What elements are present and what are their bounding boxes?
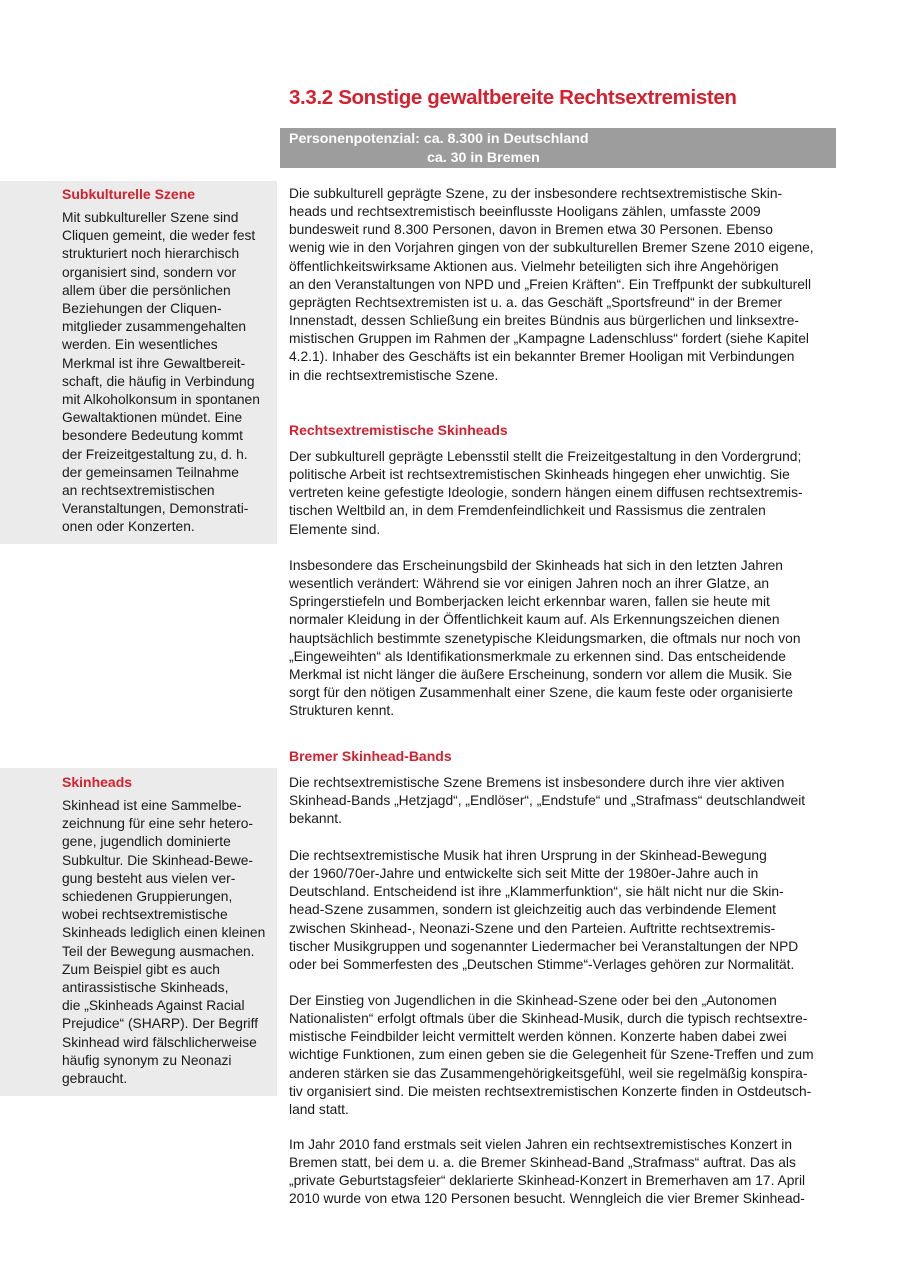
sidebar-text: Mit subkultureller Szene sind Cliquen gemeint, die weder fest strukturiert noch hierarchisch organisiert sind, sondern vor allem über die persönlichen Beziehungen der Cliquen- mitglieder zusammengehalten werden. Ein wesentliches Merkmal ist ihre Gewaltbereit- schaft, die häufig in Verbindung mit Alkoholkonsum in spontanen Gewaltaktionen mündet. Eine besondere Bedeutung kommt der Freizeitgestaltung zu, d. h. der gemeinsamen Teilnahme an rechtsextremistischen Veranstaltungen, Demonstrati- onen oder Konzerten. [62, 210, 260, 535]
skinheads-paragraph-2 [289, 557, 849, 720]
skinheads-paragraph-1 [289, 448, 849, 539]
potential-line-germany: Personenpotenzial: ca. 8.300 in Deutschland [289, 131, 589, 147]
section-skinheads [289, 421, 849, 439]
bands-paragraph-4 [289, 1136, 849, 1209]
subheading-skinheads: Rechtsextremistische Skinheads [289, 422, 508, 438]
bands-paragraph-1 [289, 774, 849, 828]
sidebar-heading: Subkulturelle Szene [62, 186, 196, 202]
sidebar-heading: Skinheads [62, 774, 133, 790]
potential-line-bremen: ca. 30 in Bremen [427, 150, 540, 166]
section-title: 3.3.2 Sonstige gewaltbereite Rechtsextremisten [289, 86, 737, 109]
sidebar-box-subkulturelle-szene [0, 181, 277, 544]
body-paragraph: Der Einstieg von Jugendlichen in die Skinhead-Szene oder bei den „Autonomen Nationalisten“ erfolgt oftmals über die Skinhead-Musik, durch die typisch rechtsextre- mistische Feindbilder leicht vermittelt werden können. Konzerte haben dabei zwei wichtige Funktionen, zum einen geben sie die Gelegenheit für Szene-Treffen und zum anderen stärken sie das Zusammengehörigkeitsgefühl, weil sie regelmäßig konspira- tiv organisiert sind. Die meisten rechtsextremistischen Konzerte finden in Ostdeutsch- land statt. [289, 993, 814, 1117]
person-potential-box [280, 128, 836, 168]
bands-paragraph-3 [289, 992, 849, 1119]
sidebar-box-skinheads [0, 768, 277, 1096]
bands-paragraph-2 [289, 847, 849, 974]
section-bremer-bands [289, 747, 849, 765]
body-paragraph: Die rechtsextremistische Musik hat ihren Ursprung in der Skinhead-Bewegung der 1960/70er-Jahre und entwickelte sich seit Mitte der 1980er-Jahre auch in Deutschland. Entscheidend ist ihre „Klammerfunktion“, sie hält nicht nur die Skin- head-Szene zusammen, sondern ist gleichzeitig auch das verbindende Element zwischen Skinhead-, Neonazi-Szene und den Parteien. Auftritte rechtsextremis- tischer Musikgruppen und sogenannter Liedermacher bei Veranstaltungen der NPD oder bei Sommerfesten des „Deutschen Stimme“-Verlages gehören zur Normalität. [289, 848, 799, 972]
body-paragraph: Insbesondere das Erscheinungsbild der Skinheads hat sich in den letzten Jahren wesentlich verändert: Während sie vor einigen Jahren noch an ihrer Glatze, an Springerstiefeln und Bomberjacken leicht erkennbar waren, fallen sie heute mit normaler Kleidung in der Öffentlichkeit kaum auf. Als Erkennungszeichen dienen hauptsächlich bestimmte szenetypische Kleidungsmarken, die oftmals nur noch von „Eingeweihten“ als Identifikationsmerkmale zu erkennen sind. Das entscheidende Merkmal ist nicht länger die äußere Erscheinung, sondern vor allem die Musik. Sie sorgt für den nötigen Zusammenhalt einer Szene, die kaum feste oder organisierte Strukturen kennt. [289, 558, 801, 719]
sidebar-text: Skinhead ist eine Sammelbe- zeichnung für eine sehr hetero- gene, jugendlich dominierte Subkultur. Die Skinhead-Bewe- gung besteht aus vielen ver- schiedenen Gruppierungen, wobei rechtsextremistische Skinheads lediglich einen kleinen Teil der Bewegung ausmachen. Zum Beispiel gibt es auch antirassistische Skinheads, die „Skinheads Against Racial Prejudice“ (SHARP). Der Begriff Skinhead wird fälschlicherweise häufig synonym zu Neonazi gebraucht. [62, 798, 266, 1087]
subheading-bremer-skinhead-bands: Bremer Skinhead-Bands [289, 748, 452, 764]
intro-paragraph-block [289, 185, 849, 385]
body-paragraph: Die rechtsextremistische Szene Bremens ist insbesondere durch ihre vier aktiven Skinhead-Bands „Hetzjagd“, „Endlöser“, „Endstufe“ und „Strafmass“ deutschlandweit bekannt. [289, 775, 806, 827]
body-paragraph: Der subkulturell geprägte Lebensstil stellt die Freizeitgestaltung in den Vordergrund; politische Arbeit ist rechtsextremistischen Skinheads hingegen eher unwichtig. Sie vertreten keine gefestigte Ideologie, sondern hängen einem diffusen rechtsextremis- tischen Weltbild an, in dem Fremdenfeindlichkeit und Rassismus die zentralen Elemente sind. [289, 449, 803, 537]
body-paragraph: Im Jahr 2010 fand erstmals seit vielen Jahren ein rechtsextremistisches Konzert in Bremen statt, bei dem u. a. die Bremer Skinhead-Band „Strafmass“ auftrat. Das als „private Geburtstagsfeier“ deklarierte Skinhead-Konzert in Bremerhaven am 17. April 2010 wurde von etwa 120 Personen besucht. Wenngleich die vier Bremer Skinhead- [289, 1137, 806, 1207]
body-paragraph: Die subkulturell geprägte Szene, zu der insbesondere rechtsextremistische Skin- heads und rechtsextremistisch beeinflusste Hooligans zählen, umfasste 2009 bundesweit rund 8.300 Personen, davon in Bremen etwa 30 Personen. Ebenso wenig wie in den Vorjahren gingen von der subkulturellen Bremer Szene 2010 eigene, öffentlichkeitswirksame Aktionen aus. Vielmehr beteiligten sich ihre Angehörigen an den Veranstaltungen von NPD und „Freien Kräften“. Ein Treffpunkt der subkulturell geprägten Rechtsextremisten ist u. a. das Geschäft „Sportsfreund“ in der Bremer Innenstadt, dessen Schließung ein breites Bündnis aus bürgerlichen und linksextre- mistischen Gruppen im Rahmen der „Kampagne Ladenschluss“ fordert (siehe Kapitel 4.2.1). Inhaber des Geschäfts ist ein bekannter Bremer Hooligan mit Verbindungen in die rechtsextremistische Szene. [289, 186, 814, 383]
